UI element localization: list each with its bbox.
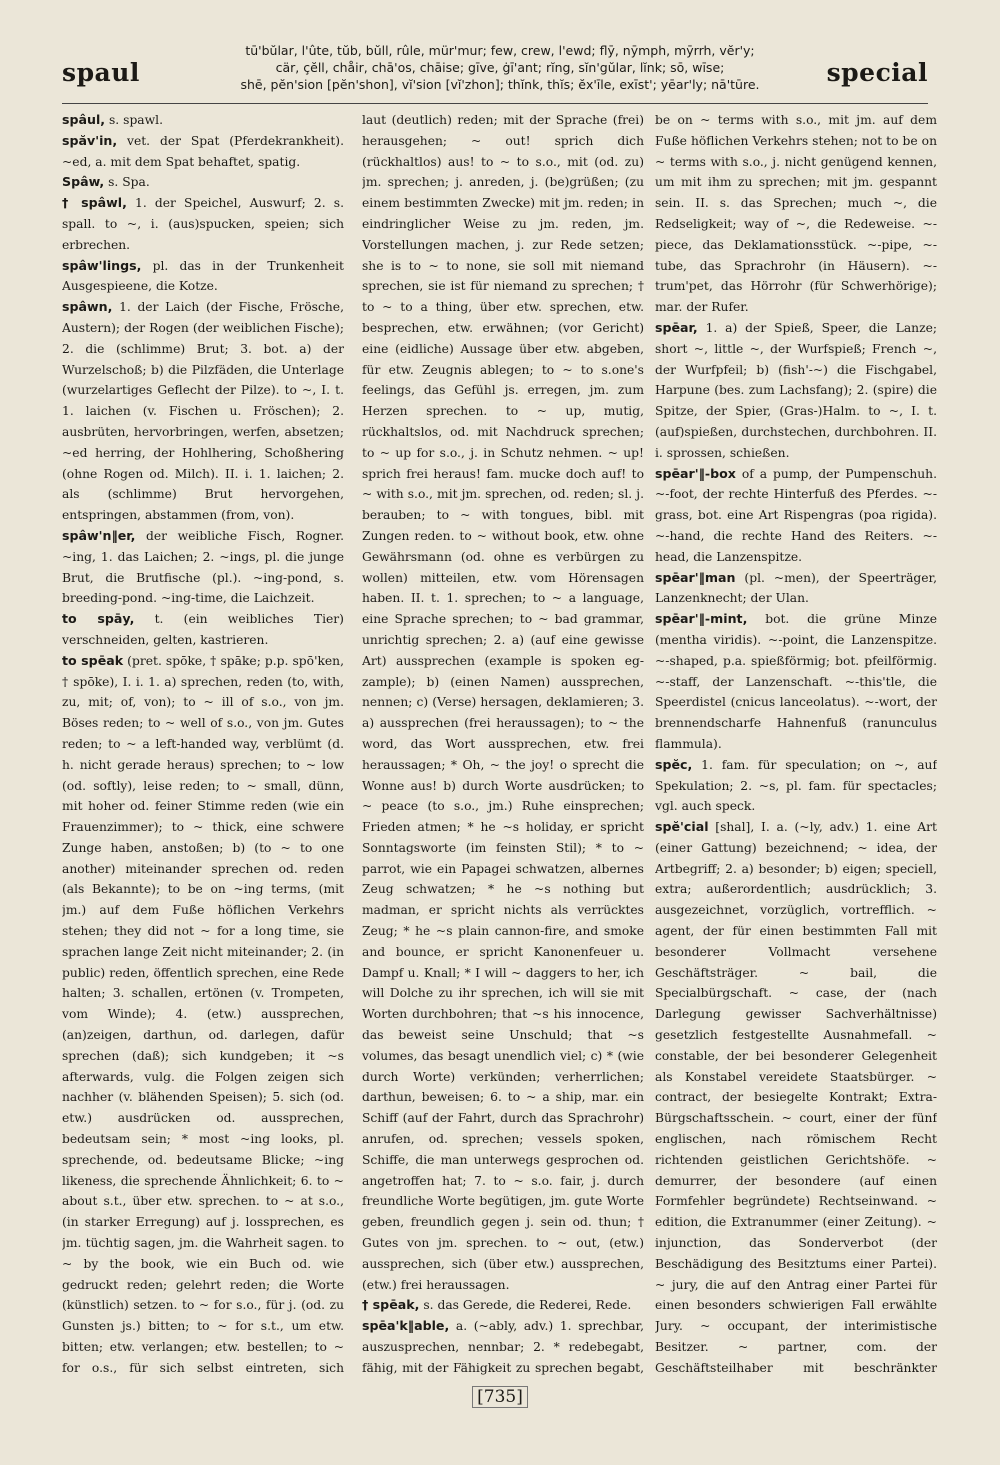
running-head-right: special: [826, 58, 928, 87]
entry-headword: spĕ'cial: [655, 819, 709, 835]
entry-headword: spēar'‖man: [655, 569, 736, 585]
entry-definition: of a pump, der Pumpenschuh. ~-foot, der rechte Hinterfuß des Pferdes. ~-grass, bot. eine Art Rispengras (poa rigida). ~-hand, die rechte Hand des Reiters. ~-head, die Lanzenspitze.: [655, 466, 937, 564]
entry-headword: spēar'‖-mint,: [655, 611, 748, 627]
text-column-2: [362, 110, 644, 1382]
entry-definition: vet. der Spat (Pferdekrankheit). ~ed, a. mit dem Spat behaftet, spatig.: [62, 133, 344, 169]
pronunciation-key: [200, 42, 800, 93]
entry-headword: spēa'k‖able,: [362, 1318, 450, 1334]
dictionary-entry: [62, 526, 344, 609]
dictionary-entry: [655, 464, 937, 568]
entry-definition: 1. der Speichel, Auswurf; 2. s. spall. to ~, i. (aus)spucken, speien; sich erbrechen.: [62, 196, 344, 252]
dictionary-entry: [62, 651, 344, 1382]
entry-definition: pl. das in der Trunkenheit Ausgespieene, die Kotze.: [62, 258, 344, 294]
entry-definition: der weibliche Fisch, Rogner. ~ing, 1. das Laichen; 2. ~ings, pl. die junge Brut, die Brutfische (pl.). ~ing-pond, s. breeding-pond. ~ing-time, die Laichzeit.: [62, 528, 344, 606]
dictionary-entry: [62, 193, 344, 255]
dictionary-entry: [362, 1295, 644, 1316]
running-head-left: spaul: [62, 58, 140, 87]
entry-definition: s. spawl.: [109, 113, 164, 127]
entry-headword: to spāy,: [62, 611, 135, 627]
entry-definition: 1. fam. für speculation; on ~, auf Spekulation; 2. ~s, pl. fam. für spectacles; vgl. auch speck.: [655, 757, 937, 814]
entry-definition: s. das Gerede, die Rederei, Rede.: [423, 1298, 632, 1313]
entry-headword: spâwn,: [62, 299, 113, 315]
dictionary-entry: [655, 110, 937, 318]
dictionary-entry: [62, 297, 344, 526]
dictionary-entry: [655, 568, 937, 610]
dictionary-entry: [655, 318, 937, 464]
entry-definition: (pl. ~men), der Speerträger, Lanzenknecht; der Ulan.: [655, 570, 937, 606]
entry-headword: spâul,: [62, 112, 106, 127]
entry-definition: 1. der Laich (der Fische, Frösche, Austern); der Rogen (der weiblichen Fische); 2. die (schlimme) Brut; 3. bot. a) der Wurzelschoß; b) die Pilzfäden, die Unterlage (wurzelartiges Geflecht der Pilze). to ~, I. t. 1. laichen (v. Fischen u. Fröschen); 2. ausbrüten, hervorbringen, werfen, absetzen; ~ed herring, der Hohlhering, Schoßhering (ohne Rogen od. Milch). II. i. 1. laichen; 2. als (schlimme) Brut hervorgehen, entspringen, abstammen (from, von).: [62, 300, 344, 523]
entry-headword: spâw'n‖er,: [62, 527, 136, 543]
entry-headword: spâw'lings,: [62, 257, 142, 273]
dictionary-entry: [655, 609, 937, 755]
pronunciation-key-line: cär, çĕll, chåir, chā'os, chāise; gīve, ġī'ant; rĭng, sĭn'gŭlar, lĭnk; sō, wīse;: [275, 60, 725, 75]
entry-headword: spĕc,: [655, 756, 693, 772]
entry-headword: spăv'in,: [62, 132, 118, 148]
dictionary-entry: [62, 131, 344, 173]
dictionary-entry: [62, 110, 344, 131]
page-number: [0, 1387, 1000, 1407]
dictionary-entry: [362, 1316, 644, 1382]
header-rule: [62, 103, 928, 104]
entry-definition: a. (~ably, adv.) 1. sprechbar, auszusprechen, nennbar; 2. * redebegabt, fähig, mit der Fähigkeit zu sprechen begabt,: [362, 1319, 644, 1375]
page-number-label: [735]: [472, 1386, 528, 1408]
entry-definition: be on ~ terms with s.o., mit jm. auf dem Fuße höflichen Verkehrs stehen; not to be on ~ terms with s.o., j. nicht genügend kennen, um mit ihm zu sprechen; mit jm. gespannt sein. II. s. das Sprechen; much ~, die Redseligkeit; way of ~, die Redeweise. ~-piece, das Deklamationsstück. ~-pipe, ~-tube, das Sprachrohr (in Häusern). ~-trum'pet, das Hörrohr (für Schwerhörige); mar. der Rufer.: [655, 113, 937, 315]
dictionary-entry: [362, 110, 644, 1295]
text-column-3: [655, 110, 937, 1382]
entry-definition: laut (deutlich) reden; mit der Sprache (frei) herausgehen; ~ out! sprich dich (rückhaltlos) aus! to ~ to s.o., mit (od. zu) jm. sprechen; j. anreden, j. (be)grüßen; (zu einem bestimmten Zwecke) mit jm. reden; in eindringlicher Weise zu jm. reden, jm. Vorstellungen machen, j. zur Rede setzen; she is to ~ to none, sie soll mit niemand sprechen, sie ist für niemand zu sprechen; † to ~ to a thing, über etw. sprechen, etw. besprechen, etw. erwähnen; (vor Gericht) eine (eidliche) Aussage über etw. abgeben, für etw. Zeugnis ablegen; to ~ to s.one's feelings, das Gefühl js. erregen, jm. zum Herzen sprechen. to ~ up, mutig, rückhaltslos, od. mit Nachdruck sprechen; to ~ up for s.o., j. in Schutz nehmen. ~ up! sprich frei heraus! fam. mucke doch auf! to ~ with s.o., mit jm. sprechen, od. reden; sl. j. berauben; to ~ with tongues, bibl. mit Zungen reden. to ~ without book, etw. ohne Gewährsmann (od. ohne es verbürgen zu wollen) mitteilen, etw. vom Hörensagen haben. II. t. 1. sprechen; to ~ a language, eine Sprache sprechen; to ~ bad grammar, unrichtig sprechen; 2. a) (auf eine gewisse Art) aussprechen (example is spoken eg-zample); b) (einen Namen) aussprechen, nennen; c) (Verse) hersagen, deklamieren; 3. a) aussprechen (frei heraussagen); to ~ the word, das Wort aussprechen, etw. frei heraussagen; * Oh, ~ the joy! o sprecht die Wonne aus! b) durch Worte ausdrücken; to ~ peace (to s.o., jm.) Ruhe einsprechen; Frieden atmen; * he ~s holiday, er spricht Sonntagsworte (im feinsten Stil); * to ~ parrot, wie ein Papagei schwatzen, albernes Zeug schwatzen; * he ~s nothing but madman, er spricht nichts als verrücktes Zeug; * he ~s plain cannon-fire, and smoke and bounce, er spricht Kanonenfeuer u. Dampf u. Knall; * I will ~ daggers to her, ich will Dolche zu ihr sprechen, ich will sie mit Worten durchbohren; that ~s his innocence, das beweist seine Unschuld; that ~s volumes, das besagt unendlich viel; c) * (wie durch Worte) verkünden; verherrlichen; darthun, beweisen; 6. to ~ a ship, mar. ein Schiff (auf der Fahrt, durch das Sprachrohr) anrufen, od. sprechen; vessels spoken, Schiffe, die man unterwegs gesprochen od. angetroffen hat; 7. to ~ s.o. fair, j. durch freundliche Worte begütigen, jm. gute Worte geben, freundlich gegen j. sein od. thun; † Gutes von jm. sprechen. to ~ out, (etw.) aussprechen, sich (über etw.) aussprechen, (etw.) frei heraussagen.: [362, 113, 644, 1292]
text-column-1: [62, 110, 344, 1382]
entry-headword: † spēak,: [362, 1297, 420, 1313]
entry-definition: bot. die grüne Minze (mentha viridis). ~-point, die Lanzenspitze. ~-shaped, p.a. spießförmig; bot. pfeilförmig. ~-staff, der Lanzenschaft. ~-this'tle, die Speerdistel (cnicus lanceolatus). ~-wort, der brennendscharfe Hahnenfuß (ranunculus flammula).: [655, 612, 937, 751]
dictionary-entry: [62, 256, 344, 298]
entry-definition: s. Spa.: [108, 175, 150, 190]
entry-definition: t. (ein weibliches Tier) verschneiden, gelten, kastrieren.: [62, 612, 344, 647]
pronunciation-key-line: tū'bŭlar, l'ûte, tŭb, bŭll, rûle, mür'mur; few, crew, l'ewd; flȳ, nȳmph, mȳrrh, vĕr'y;: [245, 43, 755, 58]
dictionary-entry: [62, 172, 344, 193]
entry-definition: [shal], I. a. (~ly, adv.) 1. eine Art (einer Gattung) bezeichnend; ~ idea, der Artbegriff; 2. a) besonder; b) eigen; speciell, extra; außerordentlich; ausdrücklich; 3. ausgezeichnet, vorzüglich, vortrefflich. ~ agent, der für einen bestimmten Fall mit besonderer Vollmacht versehene Geschäftsträger. ~ bail, die Specialbürgschaft. ~ case, der (nach Darlegung gewisser Sachverhältnisse) gesetzlich festgestellte Ausnahmefall. ~ constable, der bei besonderer Gelegenheit als Konstabel vereidete Staatsbürger. ~ contract, der besiegelte Kontrakt; Extra-Bürgschaftsschein. ~ court, einer der fünf englischen, nach römischem Recht richtenden geistlichen Gerichtshöfe. ~ demurrer, der besondere (auf einen Formfehler begründete) Rechtseinwand. ~ edition, die Extranummer (einer Zeitung). ~ injunction, das Sonderverbot (der Beschädigung des Besitztums einer Partei). ~ jury, die auf den Antrag einer Partei für einen besonders schwierigen Fall erwählte Jury. ~ occupant, der interimistische Besitzer. ~ partner, com. der Geschäftsteilhaber mit beschränkter: [655, 820, 937, 1375]
entry-headword: † spâwl,: [62, 195, 127, 211]
entry-headword: to spēak: [62, 652, 124, 668]
dictionary-entry: [62, 609, 344, 651]
entry-headword: spēar,: [655, 319, 698, 335]
dictionary-entry: [655, 817, 937, 1382]
pronunciation-key-line: shē, pĕn'sion [pĕn'shon], vĭ'sion [vĭ'zhon]; thĭnk, thĭs; ĕx'īle, exīst'; yēar'ly; nā'tūre.: [240, 77, 760, 92]
dictionary-entry: [655, 755, 937, 817]
entry-definition: 1. a) der Spieß, Speer, die Lanze; short ~, little ~, der Wurfspieß; French ~, der Wurfpfeil; b) (fish'-~) die Fischgabel, Harpune (bes. zum Lachsfang); 2. (spire) die Spitze, der Spier, (Gras-)Halm. to ~, I. t. (auf)spießen, durchstechen, durchbohren. II. i. sprossen, schießen.: [655, 320, 937, 460]
entry-headword: spēar'‖-box: [655, 465, 736, 481]
entry-definition: (pret. spōke, † spāke; p.p. spō'ken, † spōke), I. i. 1. a) sprechen, reden (to, with, zu, mit; of, von); to ~ ill of s.o., von jm. Böses reden; to ~ well of s.o., von jm. Gutes reden; to ~ a left-handed way, verblümt (d. h. nicht gerade heraus) sprechen; to ~ low (od. softly), leise reden; to ~ small, dünn, mit hoher od. feiner Stimme reden (wie ein Frauenzimmer); to ~ thick, eine schwere Zunge haben, anstoßen; b) (to ~ to one another) miteinander sprechen od. reden (als Bekannte); to be on ~ing terms, (mit jm.) auf dem Fuße höflichen Verkehrs stehen; they did not ~ for a long time, sie sprachen lange Zeit nicht miteinander; 2. (in public) reden, öffentlich sprechen, eine Rede halten; 3. schallen, ertönen (v. Trompeten, vom Winde); 4. (etw.) aussprechen, (an)zeigen, darthun, od. darlegen, dafür sprechen (daß); sich kundgeben; it ~s afterwards, vulg. die Folgen zeigen sich nachher (v. blähenden Speisen); 5. sich (od. etw.) ausdrücken od. aussprechen, bedeutsam sein; * most ~ing looks, pl. sprechende, od. bedeutsame Blicke; ~ing likeness, die sprechende Ähnlichkeit; 6. to ~ about s.t., über etw. sprechen. to ~ at s.o., (in starker Erregung) auf j. lossprechen, es jm. tüchtig sagen, jm. die Wahrheit sagen. to ~ by the book, wie ein Buch od. wie gedruckt reden; gelehrt reden; die Worte (künstlich) setzen. to ~ for s.o., für j. (od. zu Gunsten js.) bitten; to ~ for s.t., um etw. bitten; etw. verlangen; etw. bestellen; to ~ for o.s., für sich selbst eintreten, sich: [62, 653, 344, 1375]
entry-headword: Spâw,: [62, 174, 105, 190]
